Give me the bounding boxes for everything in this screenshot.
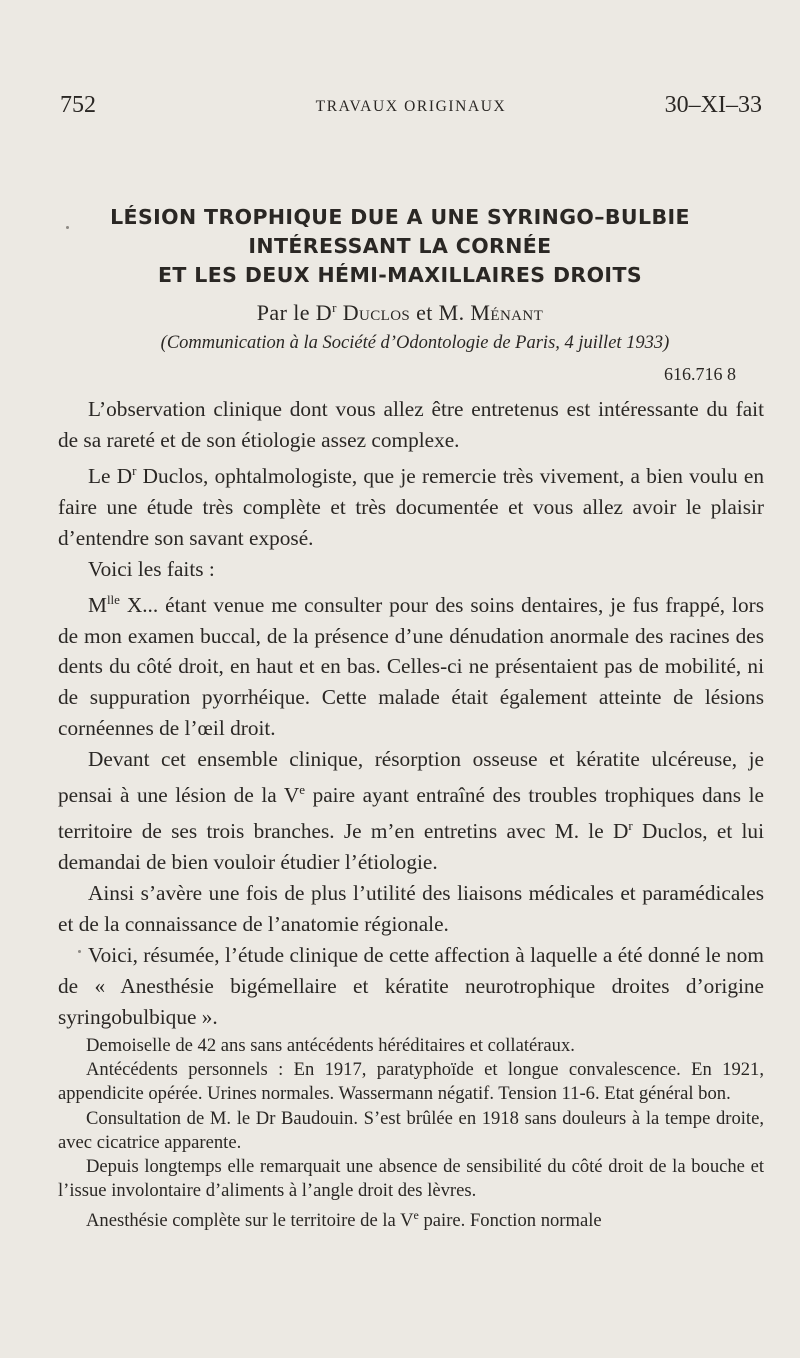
paragraph: Voici, résumée, l’étude clinique de cette affection à laquelle a été donné le nom de « Anesthésie bigémellaire et kératite neurotrophique droites d’origine syringobulbique ». [58,942,764,1029]
paragraph: Voici les faits : [88,556,215,581]
paragraph: L’observation clinique dont vous allez être entretenus est intéressante du fait de sa rareté et de son étiologie assez complexe. [58,397,764,452]
paragraph: Devant cet ensemble clinique, résorption osseuse et kératite ulcéreuse, je pensai à une lésion de la Ve paire ayant entraîné des troubles trophiques dans le territoire de ses trois branches. Je m’en entretins avec M. le $D^r$ Duclos, et lui demandai de bien vouloir étudier l’étiologie. [58,747,764,875]
page-number: 752 [60,92,96,118]
author-name: Duclos [342,300,411,325]
clinical-notes [58,1034,764,1234]
title-line: INTÉRESSANT LA CORNÉE [248,234,552,258]
classification-number: 616.716 8 [664,364,736,384]
note-paragraph: Antécédents personnels : En 1917, paratyphoïde et longue convalescence. En 1921, appendicite opérée. Urines normales. Wassermann négatif. Tension 11-6. Etat général bon. [58,1059,764,1105]
author-name: Ménant [470,300,544,325]
journal-section-title: TRAVAUX ORIGINAUX [315,98,507,115]
paragraph: Ainsi s’avère une fois de plus l’utilité des liaisons médicales et paramédicales et de la connaissance de l’anatomie régionale. [58,880,764,936]
note-paragraph: Depuis longtemps elle remarquait une absence de sensibilité du côté droit de la bouche et l’issue involontaire d’aliments à l’angle droit des lèvres. [58,1156,764,1202]
issue-date: 30–XI–33 [664,92,762,118]
print-speck [78,950,81,953]
note-paragraph: Demoiselle de 42 ans sans antécédents héréditaires et collatéraux. [86,1035,575,1056]
title-line: ET LES DEUX HÉMI-MAXILLAIRES DROITS [157,263,642,287]
article-body [58,394,764,1033]
paragraph: Le $D^r$ Duclos, ophtalmologiste, que je remercie très vivement, a bien voulu en faire une étude très complète et très documentée et vous allez avoir le plaisir d’entendre son savant exposé. [58,462,764,550]
title-line: LÉSION TROPHIQUE DUE A UNE SYRINGO–BULBIE [110,205,690,229]
print-speck [66,226,69,229]
note-paragraph: Consultation de M. le Dr Baudouin. S’est brûlée en 1918 sans douleurs à la tempe droite, avec cicatrice apparente. [58,1107,764,1153]
note-paragraph: Anesthésie complète sur le territoire de la Ve paire. Fonction normale [86,1208,602,1232]
paragraph: $M^{lle}$ X... étant venue me consulter pour des soins dentaires, je fus frappé, lors de mon examen buccal, de la présence d’une dénudation anormale des racines des dents du côté droit, en haut et en bas. Celles-ci ne présentaient pas de mobilité, ni de suppuration pyorrhéique. Cette malade était également atteinte de lésions cornéennes de l’œil droit. [58,591,764,741]
byline: Par le $D^r$ Duclos et M. Ménant [256,300,544,325]
communication-note: (Communication à la Société d’Odontologie de Paris, 4 juillet 1933) [160,333,670,353]
article-title [40,203,760,290]
running-head [60,92,762,124]
